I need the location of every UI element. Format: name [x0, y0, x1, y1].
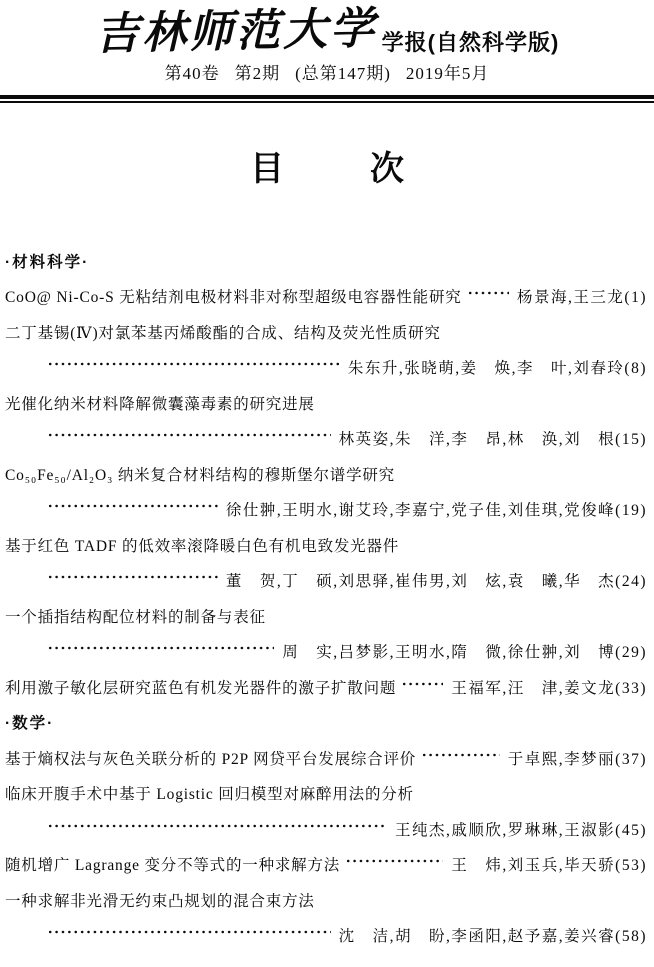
issue-label: 第2期 [234, 64, 281, 83]
entry-title: 一种求解非光滑无约束凸规划的混合束方法 [5, 892, 315, 910]
entry-author-names: 杨景海,王三龙 [517, 289, 625, 307]
entry-title: 基于红色 TADF 的低效率滚降暖白色有机电致发光器件 [5, 537, 400, 555]
section-heading-label: ·材料科学· [5, 253, 90, 271]
entry-author-names: 于卓熙,李梦丽 [507, 750, 616, 768]
entry-author-names: 林英姿,朱 洋,李 昂,林 涣,刘 根 [338, 431, 616, 449]
entry-authors [348, 356, 647, 378]
dot-leader [467, 279, 509, 315]
issue-info-line [0, 62, 654, 86]
toc-entry [5, 669, 647, 705]
toc-entry-title-line [5, 456, 647, 492]
entry-title: 光催化纳米材料降解微囊藻毒素的研究进展 [5, 395, 315, 413]
toc-title [0, 149, 654, 189]
entry-authors [226, 498, 647, 520]
entry-authors [226, 569, 647, 591]
entry-page-number: (19) [615, 502, 647, 520]
entry-title: 临床开腹手术中基于 Logistic 回归模型对麻醉用法的分析 [5, 786, 414, 804]
section-heading-mathematics [5, 705, 647, 741]
entry-authors [339, 427, 647, 449]
entry-title: 基于熵权法与灰色关联分析的 P2P 网贷平台发展综合评价 [5, 750, 417, 768]
entry-author-names: 王纯杰,戚顺欣,罗琳琳,王淑影 [395, 821, 616, 839]
section-heading-label: ·数学· [5, 715, 55, 733]
entry-page-number: (37) [615, 750, 647, 768]
entry-page-number: (29) [615, 644, 647, 662]
dot-leader [47, 421, 331, 457]
toc-entry-title-line [5, 776, 647, 812]
toc-entry-title-line [5, 527, 647, 563]
entry-author-names: 董 贺,丁 硕,刘思驿,崔伟男,刘 炫,袁 曦,华 杰 [225, 573, 616, 591]
entry-page-number: (24) [615, 573, 647, 591]
entry-title: Co₅₀Fe₅₀/Al₂O₃ 纳米复合材料结构的穆斯堡尔谱学研究 [5, 466, 395, 484]
university-name-calligraphy: 吉林师范大学 [94, 3, 378, 60]
entry-page-number: (15) [615, 431, 647, 449]
toc-entry-title-line [5, 385, 647, 421]
entry-title: 利用激子敏化层研究蓝色有机发光器件的激子扩散问题 [5, 679, 397, 697]
toc-entry-author-line [5, 563, 647, 599]
journal-name-suffix: 学报(自然科学版) [381, 30, 560, 55]
toc-entry-title-line [5, 314, 647, 350]
dot-leader [421, 740, 500, 776]
dot-leader [47, 918, 331, 954]
section-heading-materials [5, 243, 647, 279]
entry-title: 二丁基锡(Ⅳ)对氯苯基丙烯酸酯的合成、结构及荧光性质研究 [5, 324, 441, 342]
volume-label: 第40卷 [164, 64, 220, 83]
entry-title: CoO@ Ni-Co-S 无粘结剂电极材料非对称型超级电容器性能研究 [5, 289, 462, 307]
entry-page-number: (1) [624, 289, 647, 307]
toc-entry-author-line [5, 350, 647, 386]
entry-author-names: 王福军,汪 津,姜文龙 [451, 679, 616, 697]
entry-author-names: 沈 洁,胡 盼,李函阳,赵予嘉,姜兴睿 [338, 928, 616, 946]
entry-authors [395, 818, 647, 840]
entry-authors [517, 285, 647, 307]
entry-author-names: 周 实,吕梦影,王明水,隋 微,徐仕翀,刘 博 [282, 644, 616, 662]
entry-authors [451, 853, 647, 875]
dot-leader [47, 634, 274, 670]
entry-page-number: (53) [615, 857, 647, 875]
toc-entry-author-line [5, 421, 647, 457]
entry-authors [451, 676, 647, 698]
masthead [0, 0, 654, 58]
dot-leader [47, 350, 340, 386]
toc-contents [0, 243, 654, 953]
entry-authors [282, 640, 647, 662]
entry-authors [508, 747, 647, 769]
toc-title-char-2: 次 [370, 150, 404, 188]
dot-leader [47, 563, 218, 599]
toc-entry-title-line [5, 598, 647, 634]
entry-author-names: 徐仕翀,王明水,谢艾玲,李嘉宁,党子佳,刘佳琪,党俊峰 [225, 502, 616, 520]
entry-page-number: (8) [624, 360, 647, 378]
toc-entry-author-line [5, 918, 647, 954]
entry-author-names: 朱东升,张晓萌,姜 焕,李 叶,刘春玲 [347, 360, 625, 378]
dot-leader [47, 492, 218, 528]
publish-date-label: 2019年5月 [405, 64, 490, 83]
entry-title: 随机增广 Lagrange 变分不等式的一种求解方法 [5, 857, 341, 875]
toc-entry [5, 847, 647, 883]
entry-page-number: (45) [615, 821, 647, 839]
cumulative-issue-label: (总第147期) [295, 64, 391, 83]
dot-leader [47, 811, 387, 847]
double-rule-divider [0, 95, 654, 103]
toc-entry-author-line [5, 492, 647, 528]
entry-title: 一个插指结构配位材料的制备与表征 [5, 608, 266, 626]
toc-entry-author-line [5, 634, 647, 670]
entry-page-number: (58) [615, 928, 647, 946]
entry-author-names: 王 炜,刘玉兵,毕天骄 [451, 857, 616, 875]
entry-page-number: (33) [615, 679, 647, 697]
dot-leader [401, 669, 443, 705]
toc-entry-title-line [5, 882, 647, 918]
toc-entry [5, 279, 647, 315]
toc-entry [5, 740, 647, 776]
toc-entry-author-line [5, 811, 647, 847]
dot-leader [345, 847, 443, 883]
entry-authors [339, 924, 647, 946]
toc-title-char-1: 目 [250, 150, 284, 188]
